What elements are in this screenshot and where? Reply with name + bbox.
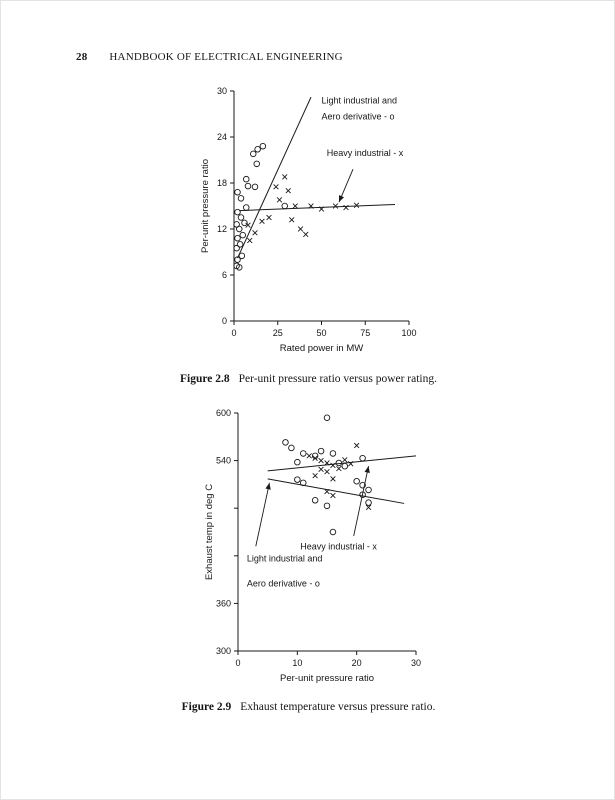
figure-2-8-label: Figure 2.8 <box>179 373 230 385</box>
annotation-label: Heavy industrial - x <box>326 148 404 159</box>
y-axis-title: Exhaust temp in deg C <box>204 483 215 581</box>
running-title: HANDBOOK OF ELECTRICAL ENGINEERING <box>109 51 343 63</box>
y-tick-label: 360 <box>215 598 231 609</box>
trend-lines <box>238 97 396 258</box>
figure-2-8-chart <box>196 81 426 371</box>
series-x <box>246 174 359 242</box>
x-tick-label: 20 <box>351 658 362 668</box>
y-tick-label: 6 <box>221 270 227 280</box>
annotation-label: Light industrial and Aero derivative - o <box>246 553 323 589</box>
x-tick-label: 50 <box>316 328 327 338</box>
figure-2-8-caption <box>1 373 615 385</box>
x-tick-label: 75 <box>360 328 371 338</box>
annotation-arrow <box>354 466 370 536</box>
x-axis-title: Per-unit pressure ratio <box>280 673 374 684</box>
y-tick-label: 0 <box>221 316 227 326</box>
y-tick-label: 300 <box>215 646 231 656</box>
figure-2-8-text: Per-unit pressure ratio versus power rating. <box>238 373 438 385</box>
y-tick-label: 30 <box>216 86 227 96</box>
axes <box>217 86 417 338</box>
y-tick-label: 18 <box>216 178 227 188</box>
x-tick-label: 10 <box>292 658 303 668</box>
figure-2-9-text: Exhaust temperature versus pressure ratio. <box>240 701 436 713</box>
x-tick-label: 0 <box>231 328 237 338</box>
page-number: 28 <box>76 51 88 63</box>
y-tick-label: 12 <box>216 224 227 234</box>
x-tick-label: 100 <box>401 328 417 338</box>
x-tick-label: 25 <box>272 328 283 338</box>
annotation-arrow <box>256 483 271 546</box>
y-tick-label: 540 <box>215 455 231 466</box>
annotation-label: Heavy industrial - x <box>300 541 377 552</box>
annotation-label: Light industrial and Aero derivative - o <box>321 95 398 122</box>
figure-2-9-caption <box>1 701 615 713</box>
figure-2-9-chart <box>201 403 436 695</box>
x-axis-title: Rated power in MW <box>279 343 364 354</box>
y-tick-label: 600 <box>215 408 231 418</box>
y-axis-title: Per-unit pressure ratio <box>200 159 211 253</box>
page-header <box>76 51 343 63</box>
axes <box>216 408 421 668</box>
y-tick-label: 24 <box>216 132 227 142</box>
x-tick-label: 30 <box>410 658 422 668</box>
annotation-arrow <box>339 169 353 202</box>
figure-2-9-label: Figure 2.9 <box>181 701 232 713</box>
x-tick-label: 0 <box>235 658 241 668</box>
